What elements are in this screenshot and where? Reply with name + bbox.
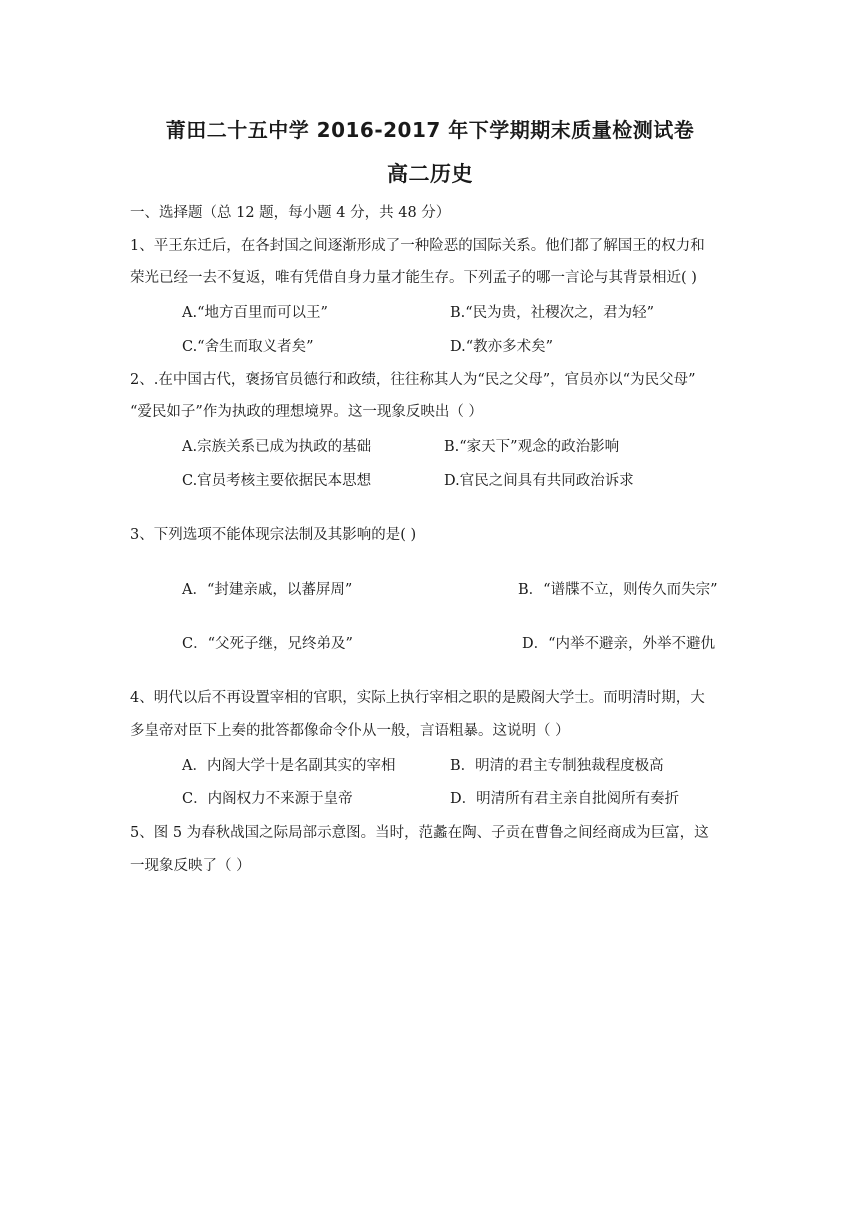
question-2-option-b: B.“家天下”观念的政治影响	[444, 439, 620, 455]
question-3-option-c: C．“父死子继，兄终弟及”	[182, 636, 353, 652]
question-2-option-a: A.宗族关系已成为执政的基础	[182, 439, 372, 455]
question-5-line-1: 5、图 5 为春秋战国之际局部示意图。当时，范蠡在陶、子贡在曹鲁之间经商成为巨富，这	[130, 825, 709, 841]
question-2-option-d: D.官民之间具有共同政治诉求	[444, 473, 634, 489]
question-1-option-b: B.“民为贵，社稷次之，君为轻”	[450, 305, 655, 321]
exam-subject: 高二历史	[387, 162, 473, 186]
question-2-line-1: 2、.在中国古代，褒扬官员德行和政绩，往往称其人为“民之父母”，官员亦以“为民父母”	[130, 372, 696, 388]
question-4-line-1: 4、明代以后不再设置宰相的官职，实际上执行宰相之职的是殿阁大学士。而明清时期，大	[130, 690, 705, 706]
question-3-option-a: A．“封建亲戚，以蕃屏周”	[182, 582, 353, 598]
question-4-option-c: C．内阁权力不来源于皇帝	[182, 791, 353, 807]
question-1-option-a: A.“地方百里而可以王”	[182, 305, 328, 321]
question-4-option-a: A．内阁大学十是名副其实的宰相	[182, 758, 396, 774]
question-2-line-2: “爱民如子”作为执政的理想境界。这一现象反映出（ ）	[130, 404, 483, 420]
question-1-option-d: D.“教亦多术矣”	[450, 339, 554, 355]
question-4-option-d: D．明清所有君主亲自批阅所有奏折	[450, 791, 680, 807]
question-4-line-2: 多皇帝对臣下上奏的批答都像命令仆从一般，言语粗暴。这说明（ ）	[130, 723, 570, 739]
question-3-option-d: D．“内举不避亲，外举不避仇	[522, 636, 716, 652]
question-5-line-2: 一现象反映了（ ）	[130, 858, 251, 874]
question-4-option-b: B．明清的君主专制独裁程度极高	[450, 758, 664, 774]
exam-title: 莆田二十五中学 2016-2017 年下学期期末质量检测试卷	[165, 118, 695, 142]
question-1-line-2: 荣光已经一去不复返，唯有凭借自身力量才能生存。下列孟子的哪一言论与其背景相近( )	[130, 270, 697, 286]
question-3-option-b: B．“谱牒不立，则传久而失宗”	[518, 582, 718, 598]
question-2-option-c: C.官员考核主要依据民本思想	[182, 473, 372, 489]
question-3-line-1: 3、下列选项不能体现宗法制及其影响的是( )	[130, 527, 417, 543]
question-1-option-c: C.“舍生而取义者矣”	[182, 339, 314, 355]
section-heading: 一、选择题（总 12 题，每小题 4 分，共 48 分）	[130, 205, 451, 221]
question-1-line-1: 1、平王东迁后，在各封国之间逐渐形成了一种险恶的国际关系。他们都了解国王的权力和	[130, 238, 705, 254]
